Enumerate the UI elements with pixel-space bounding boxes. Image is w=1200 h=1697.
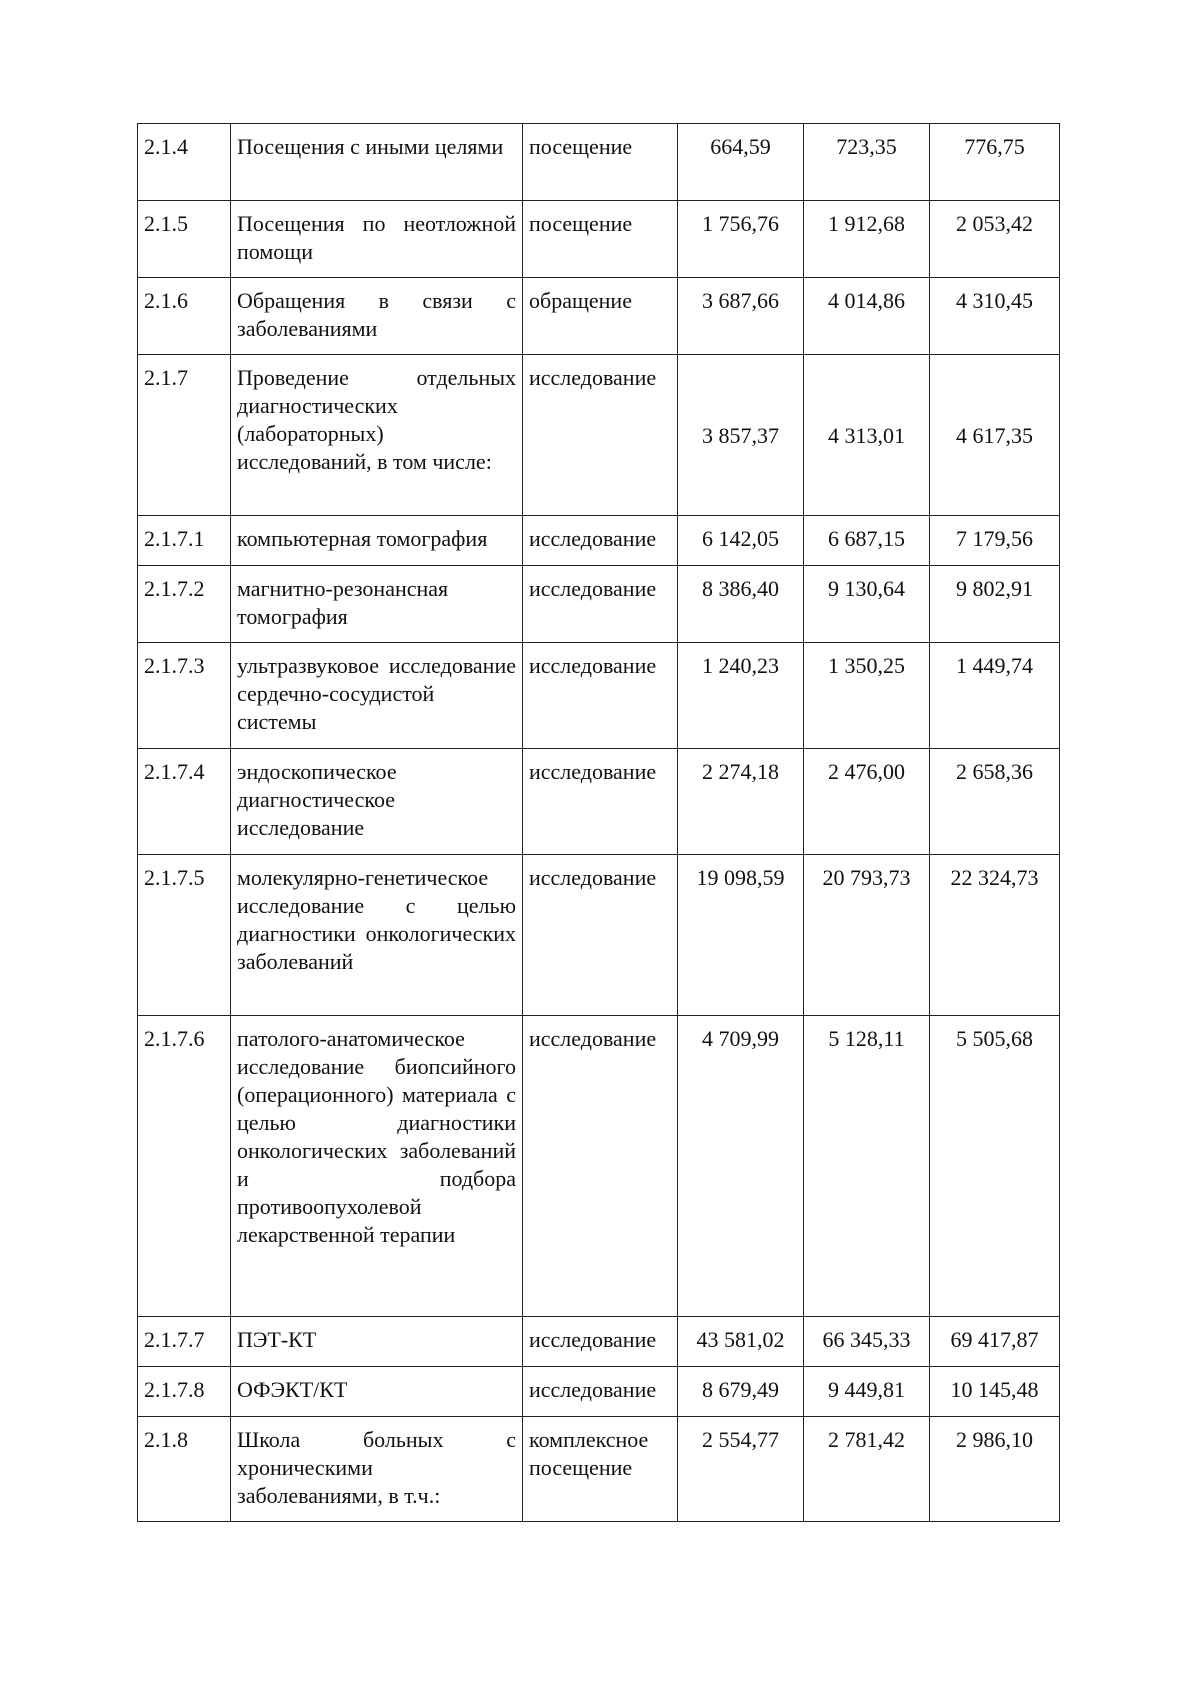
row-number: 2.1.8 — [138, 1417, 231, 1522]
table-row — [138, 355, 1060, 516]
row-unit: посещение — [523, 124, 678, 201]
row-value-1: 8 386,40 — [678, 566, 804, 643]
table-row — [138, 1016, 1060, 1317]
row-value-3: 22 324,73 — [930, 855, 1060, 1016]
row-name: молекулярно-генетическое исследование с целью диагностики онкологических заболеваний — [231, 855, 523, 1016]
row-value-2: 20 793,73 — [804, 855, 930, 1016]
row-value-1: 8 679,49 — [678, 1367, 804, 1417]
row-value-2: 4 313,01 — [804, 355, 930, 516]
row-name: Посещения с иными целями — [231, 124, 523, 201]
row-value-3: 7 179,56 — [930, 516, 1060, 566]
tariff-table — [137, 123, 1060, 1522]
row-value-1: 3 687,66 — [678, 278, 804, 355]
row-unit: исследование — [523, 1317, 678, 1367]
row-unit: исследование — [523, 516, 678, 566]
row-name: магнитно-резонансная томография — [231, 566, 523, 643]
table-row — [138, 201, 1060, 278]
row-value-3: 2 053,42 — [930, 201, 1060, 278]
row-number: 2.1.7.4 — [138, 749, 231, 855]
row-number: 2.1.7.6 — [138, 1016, 231, 1317]
row-value-2: 66 345,33 — [804, 1317, 930, 1367]
row-number: 2.1.7.5 — [138, 855, 231, 1016]
table-row — [138, 566, 1060, 643]
row-value-1: 664,59 — [678, 124, 804, 201]
row-name: Обращения в связи с заболеваниями — [231, 278, 523, 355]
row-value-1: 3 857,37 — [678, 355, 804, 516]
row-number: 2.1.5 — [138, 201, 231, 278]
row-value-3: 4 310,45 — [930, 278, 1060, 355]
row-unit: исследование — [523, 749, 678, 855]
row-value-3: 1 449,74 — [930, 643, 1060, 749]
row-unit: обращение — [523, 278, 678, 355]
row-name: Проведение отдельных диагностических (лабораторных) исследований, в том числе: — [231, 355, 523, 516]
row-unit: исследование — [523, 355, 678, 516]
row-unit: посещение — [523, 201, 678, 278]
row-value-2: 5 128,11 — [804, 1016, 930, 1317]
row-number: 2.1.6 — [138, 278, 231, 355]
row-number: 2.1.7.2 — [138, 566, 231, 643]
row-number: 2.1.7.3 — [138, 643, 231, 749]
row-value-3: 5 505,68 — [930, 1016, 1060, 1317]
row-value-1: 4 709,99 — [678, 1016, 804, 1317]
table-row — [138, 855, 1060, 1016]
row-name: ультразвуковое исследование сердечно-сосудистой системы — [231, 643, 523, 749]
row-value-2: 4 014,86 — [804, 278, 930, 355]
row-number: 2.1.4 — [138, 124, 231, 201]
row-value-3: 2 986,10 — [930, 1417, 1060, 1522]
row-value-3: 2 658,36 — [930, 749, 1060, 855]
row-name: ОФЭКТ/КТ — [231, 1367, 523, 1417]
row-value-2: 6 687,15 — [804, 516, 930, 566]
row-value-1: 1 240,23 — [678, 643, 804, 749]
row-unit: исследование — [523, 1016, 678, 1317]
row-value-3: 69 417,87 — [930, 1317, 1060, 1367]
row-value-2: 9 130,64 — [804, 566, 930, 643]
row-value-2: 1 912,68 — [804, 201, 930, 278]
row-name: Школа больных с хроническими заболеваниями, в т.ч.: — [231, 1417, 523, 1522]
row-value-3: 4 617,35 — [930, 355, 1060, 516]
row-value-1: 43 581,02 — [678, 1317, 804, 1367]
row-number: 2.1.7.7 — [138, 1317, 231, 1367]
row-value-2: 9 449,81 — [804, 1367, 930, 1417]
row-unit: исследование — [523, 1367, 678, 1417]
row-value-1: 2 274,18 — [678, 749, 804, 855]
row-name: эндоскопическое диагностическое исследование — [231, 749, 523, 855]
table-row — [138, 1417, 1060, 1522]
row-name: ПЭТ-КТ — [231, 1317, 523, 1367]
row-value-1: 2 554,77 — [678, 1417, 804, 1522]
row-unit: исследование — [523, 643, 678, 749]
row-value-2: 723,35 — [804, 124, 930, 201]
row-number: 2.1.7.1 — [138, 516, 231, 566]
row-unit: комплексное посещение — [523, 1417, 678, 1522]
row-value-2: 2 781,42 — [804, 1417, 930, 1522]
row-value-1: 6 142,05 — [678, 516, 804, 566]
row-value-3: 9 802,91 — [930, 566, 1060, 643]
row-value-1: 19 098,59 — [678, 855, 804, 1016]
row-name: патолого-анатомическое исследование биопсийного (операционного) материала с целью диагностики онкологических заболеваний и подбора противоопухолевой лекарственной терапии — [231, 1016, 523, 1317]
table-row — [138, 1367, 1060, 1417]
row-unit: исследование — [523, 855, 678, 1016]
row-unit: исследование — [523, 566, 678, 643]
row-number: 2.1.7 — [138, 355, 231, 516]
row-number: 2.1.7.8 — [138, 1367, 231, 1417]
table-row — [138, 643, 1060, 749]
table-row — [138, 516, 1060, 566]
table-row — [138, 749, 1060, 855]
row-name: Посещения по неотложной помощи — [231, 201, 523, 278]
row-name: компьютерная томография — [231, 516, 523, 566]
row-value-3: 776,75 — [930, 124, 1060, 201]
table-row — [138, 124, 1060, 201]
row-value-1: 1 756,76 — [678, 201, 804, 278]
table-row — [138, 278, 1060, 355]
row-value-2: 1 350,25 — [804, 643, 930, 749]
table-row — [138, 1317, 1060, 1367]
row-value-2: 2 476,00 — [804, 749, 930, 855]
row-value-3: 10 145,48 — [930, 1367, 1060, 1417]
